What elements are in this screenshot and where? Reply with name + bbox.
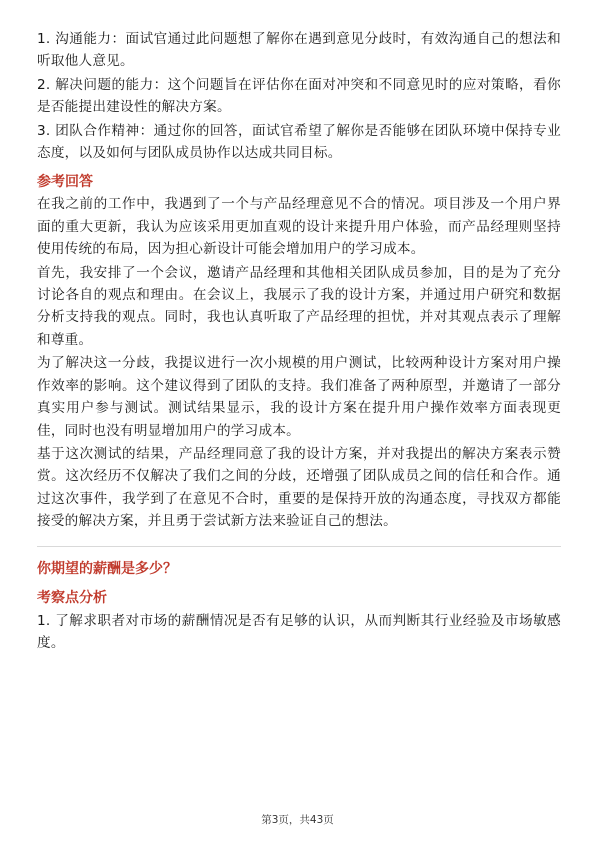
answer-paragraph: 在我之前的工作中，我遇到了一个与产品经理意见不合的情况。项目涉及一个用户界面的重大更新，我认为应该采用更加直观的设计来提升用户体验，而产品经理则坚持使用传统的布局，因为担心新设计可能会增加用户的学习成本。 [37, 196, 561, 258]
page-content [37, 28, 561, 655]
answer-paragraph: 首先，我安排了一个会议，邀请产品经理和其他相关团队成员参加，目的是为了充分讨论各自的观点和理由。在会议上，我展示了我的设计方案，并通过用户研究和数据分析支持我的观点。同时，我也认真听取了产品经理的担忧，并对其观点表示了理解和尊重。 [37, 264, 561, 348]
answer-paragraph: 基于这次测试的结果，产品经理同意了我的设计方案，并对我提出的解决方案表示赞赏。这次经历不仅解决了我们之间的分歧，还增强了团队成员之间的信任和合作。通过这次事件，我学到了在意见不合时，重要的是保持开放的沟通态度，寻找双方都能接受的解决方案，并且勇于尝试新方法来验证自己的想法。 [37, 445, 561, 530]
answer-paragraph: 为了解决这一分歧，我提议进行一次小规模的用户测试，比较两种设计方案对用户操作效率的影响。这个建议得到了团队的支持。我们准备了两种原型，并邀请了一部分真实用户参与测试。测试结果显示，我的设计方案在提升用户操作效率方面表现更佳，同时也没有明显增加用户的学习成本。 [37, 355, 561, 439]
intent-point-communication: 1. 沟通能力：面试官通过此问题想了解你在遇到意见分歧时，有效沟通自己的想法和听取他人意见。 [37, 31, 561, 70]
question-title: 你期望的薪酬是多少？ [37, 560, 177, 577]
intent-point-teamwork: 3. 团队合作精神：通过你的回答，面试官希望了解你是否能够在团队环境中保持专业态度，以及如何与团队成员协作以达成共同目标。 [37, 122, 561, 162]
section-divider [37, 546, 561, 547]
page-number: 第3页，共43页 [261, 814, 334, 826]
reference-answer-heading: 参考回答 [37, 174, 93, 191]
analysis-heading: 考察点分析 [37, 589, 107, 606]
intent-point-problem-solving: 2. 解决问题的能力：这个问题旨在评估你在面对冲突和不同意见时的应对策略，看你是否能提出建设性的解决方案。 [37, 76, 561, 116]
analysis-point: 1. 了解求职者对市场的薪酬情况是否有足够的认识，从而判断其行业经验及市场敏感度。 [37, 612, 561, 651]
